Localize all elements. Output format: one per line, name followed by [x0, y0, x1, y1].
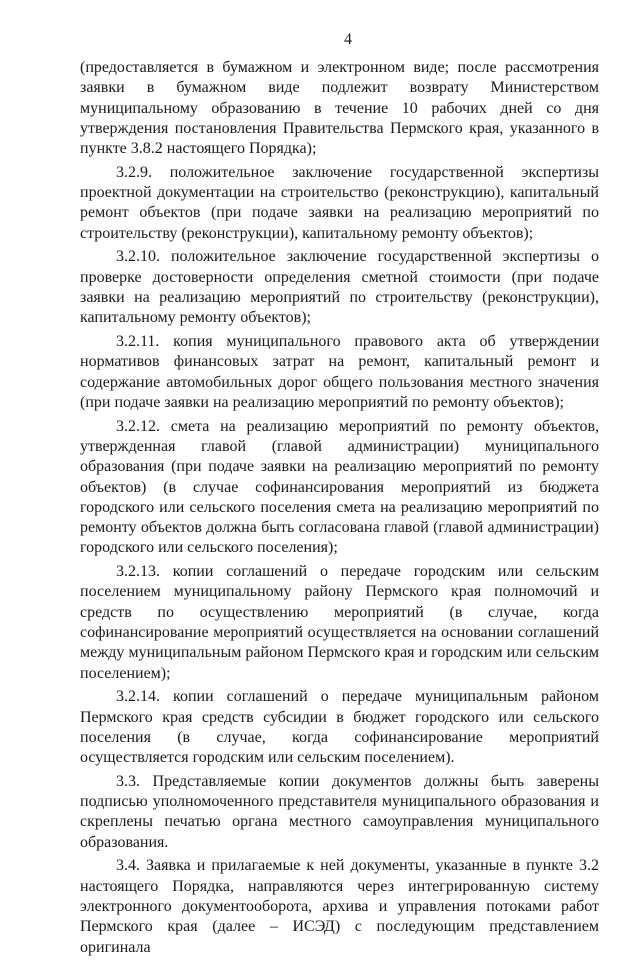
page-number: 4 [344, 31, 352, 48]
paragraph-3-2-11: 3.2.11. копия муниципального правового акта об утверждении нормативов финансовых затрат на ремонт, капитальный ремонт и содержание автомобильных дорог общего пользования местного значения (при подаче заявки на реализацию мероприятий по ремонту объектов); [80, 333, 599, 411]
paragraph-3-2-13: 3.2.13. копии соглашений о передаче городским или сельским поселением муниципальному району Пермского края полномочий и средств по осуществлению мероприятий (в случае, когда софинансирование мероприятий осуществляется на основании соглашений между муниципальным районом Пермского края и городским или сельским поселением); [80, 563, 599, 682]
paragraph-3-2-10: 3.2.10. положительное заключение государственной экспертизы о проверке достоверности определения сметной стоимости (при подаче заявки на реализацию мероприятий по строительству (реконструкции), капитальному ремонту объектов); [80, 248, 599, 327]
paragraph-continuation: (предоставляется в бумажном и электронном виде; после рассмотрения заявки в бумажном виде подлежит возврату Министерством муниципальному образованию в течение 10 рабочих дней со дня утверждения постановления Правительства Пермского края, указанного в пункте 3.8.2 настоящего Порядка); [80, 59, 599, 158]
document-body [80, 58, 599, 961]
paragraph-3-2-9: 3.2.9. положительное заключение государственной экспертизы проектной документации на строительство (реконструкцию), капитальный ремонт объектов (при подаче заявки на реализацию мероприятий по строительству (реконструкции), капитальному ремонту объектов); [80, 163, 599, 242]
paragraph-3-2-12: 3.2.12. смета на реализацию мероприятий по ремонту объектов, утвержденная главой (главой администрации) муниципального образования (при подаче заявки на реализацию мероприятий по ремонту объектов) (в случае софинансирования мероприятий из бюджета городского или сельского поселения смета на реализацию мероприятий по ремонту объектов должна быть согласована главой (главой администрации) городского или сельского поселения); [80, 417, 599, 557]
paragraph-3-3: 3.3. Представляемые копии документов должны быть заверены подписью уполномоченного представителя муниципального образования и скреплены печатью органа местного самоуправления муниципального образования. [80, 772, 599, 851]
paragraph-3-2-14: 3.2.14. копии соглашений о передаче муниципальным районом Пермского края средств субсидии в бюджет городского или сельского поселения (в случае, когда софинансирование мероприятий осуществляется городским или сельским поселением). [80, 688, 599, 767]
paragraph-3-4: 3.4. Заявка и прилагаемые к ней документы, указанные в пункте 3.2 настоящего Порядка, направляются через интегрированную систему электронного документооборота, архива и управления потоками работ Пермского края (далее – ИСЭД) с последующим представлением оригинала [80, 857, 599, 956]
